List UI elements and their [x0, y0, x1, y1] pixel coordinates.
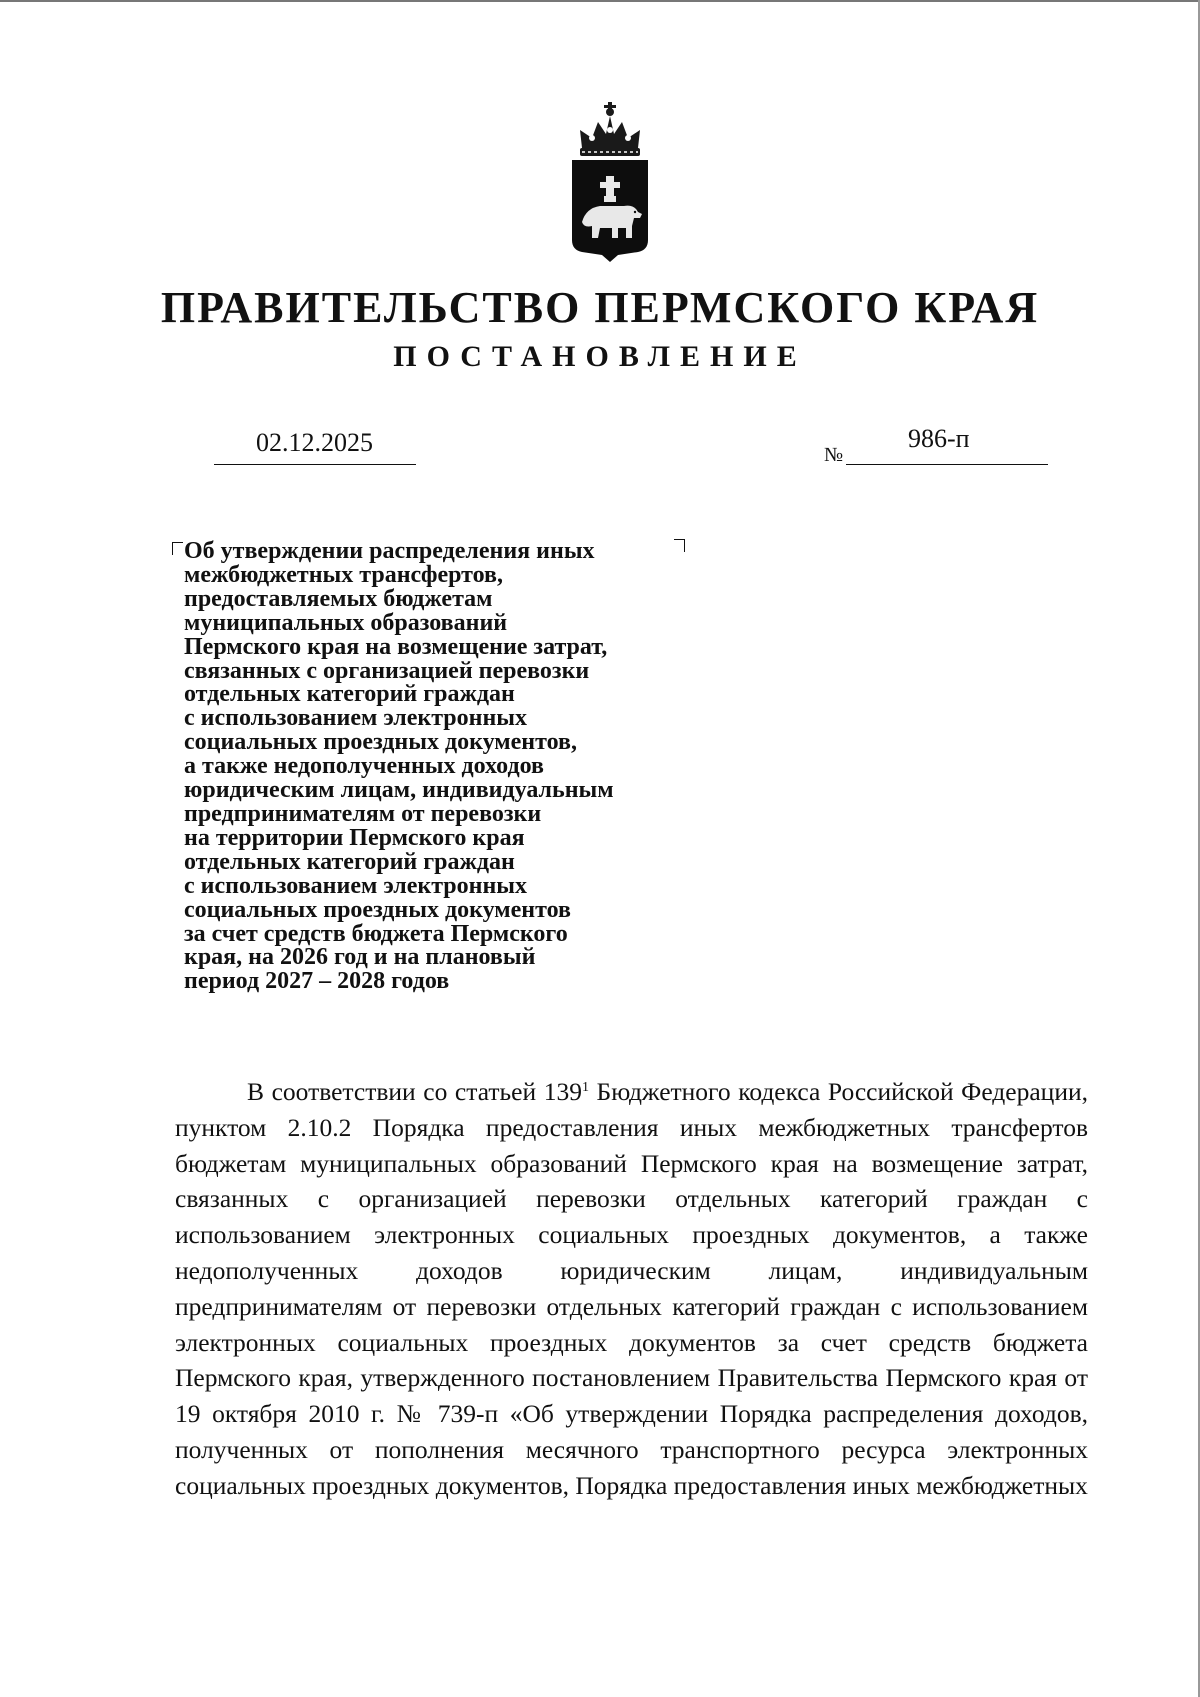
organization-title: ПРАВИТЕЛЬСТВО ПЕРМСКОГО КРАЯ: [160, 283, 1040, 332]
subject-line: с использованием электронных: [184, 872, 528, 899]
subject-line: края, на 2026 год и на плановый: [184, 944, 536, 971]
subject-line: межбюджетных трансфертов,: [184, 561, 504, 588]
perm-krai-coat-of-arms-icon: [560, 100, 660, 265]
subject-line: связанных с организацией перевозки: [184, 657, 590, 684]
body-text-rest: Бюджетного кодекса Российской Федерации, пунктом 2.10.2 Порядка предоставления иных межбюджетных трансфертов бюджетам муниципальных образований Пермского края на возмещение затрат, связанных с организацией перевозки отдельных категорий граждан с использованием электронных социальных проездных документов, а также недополученных доходов юридическим лицам, индивидуальным предпринимателям от перевозки отдельных категорий граждан с использованием электронных социальных проездных документов за счет средств бюджета Пермского края, утвержденного постановлением Правительства Пермского края от 19 октября 2010 г. № 739-п «Об утверждении Порядка распределения доходов, полученных от пополнения месячного транспортного ресурса электронных социальных проездных документов, Порядка предоставления иных межбюджетных: [175, 1077, 1088, 1500]
subject-line: муниципальных образований: [184, 609, 508, 636]
subject-line: предоставляемых бюджетам: [184, 585, 493, 612]
subject-line: на территории Пермского края: [184, 824, 525, 851]
subject-line: юридическим лицам, индивидуальным: [184, 777, 614, 804]
document-number: 986-п: [908, 424, 970, 453]
article-superscript: 1: [581, 1080, 589, 1095]
body-text-start: В соответствии со статьей 139: [247, 1077, 582, 1106]
subject-line: Об утверждении распределения иных: [184, 538, 595, 564]
body-paragraph: [175, 1074, 1088, 1504]
subject-line: а также недополученных доходов: [184, 753, 544, 780]
number-underline: [846, 464, 1048, 465]
scan-edge-top: [0, 0, 1200, 2]
subject-line: Пермского края на возмещение затрат,: [184, 633, 608, 660]
subject-line: за счет средств бюджета Пермского: [184, 920, 568, 947]
subject-line: отдельных категорий граждан: [184, 681, 515, 708]
subject-line: период 2027 – 2028 годов: [184, 968, 450, 995]
subject-line: с использованием электронных: [184, 705, 528, 732]
subject-line: отдельных категорий граждан: [184, 848, 515, 875]
date-underline: [214, 464, 416, 465]
document-subject: [184, 540, 704, 994]
document-date: 02.12.2025: [256, 428, 373, 457]
subject-line: социальных проездных документов,: [184, 729, 577, 756]
document-type: ПОСТАНОВЛЕНИЕ: [393, 340, 807, 373]
subject-bracket-left: [172, 542, 183, 555]
subject-line: социальных проездных документов: [184, 896, 571, 923]
subject-line: предпринимателям от перевозки: [184, 800, 542, 827]
number-sign: №: [824, 444, 844, 466]
